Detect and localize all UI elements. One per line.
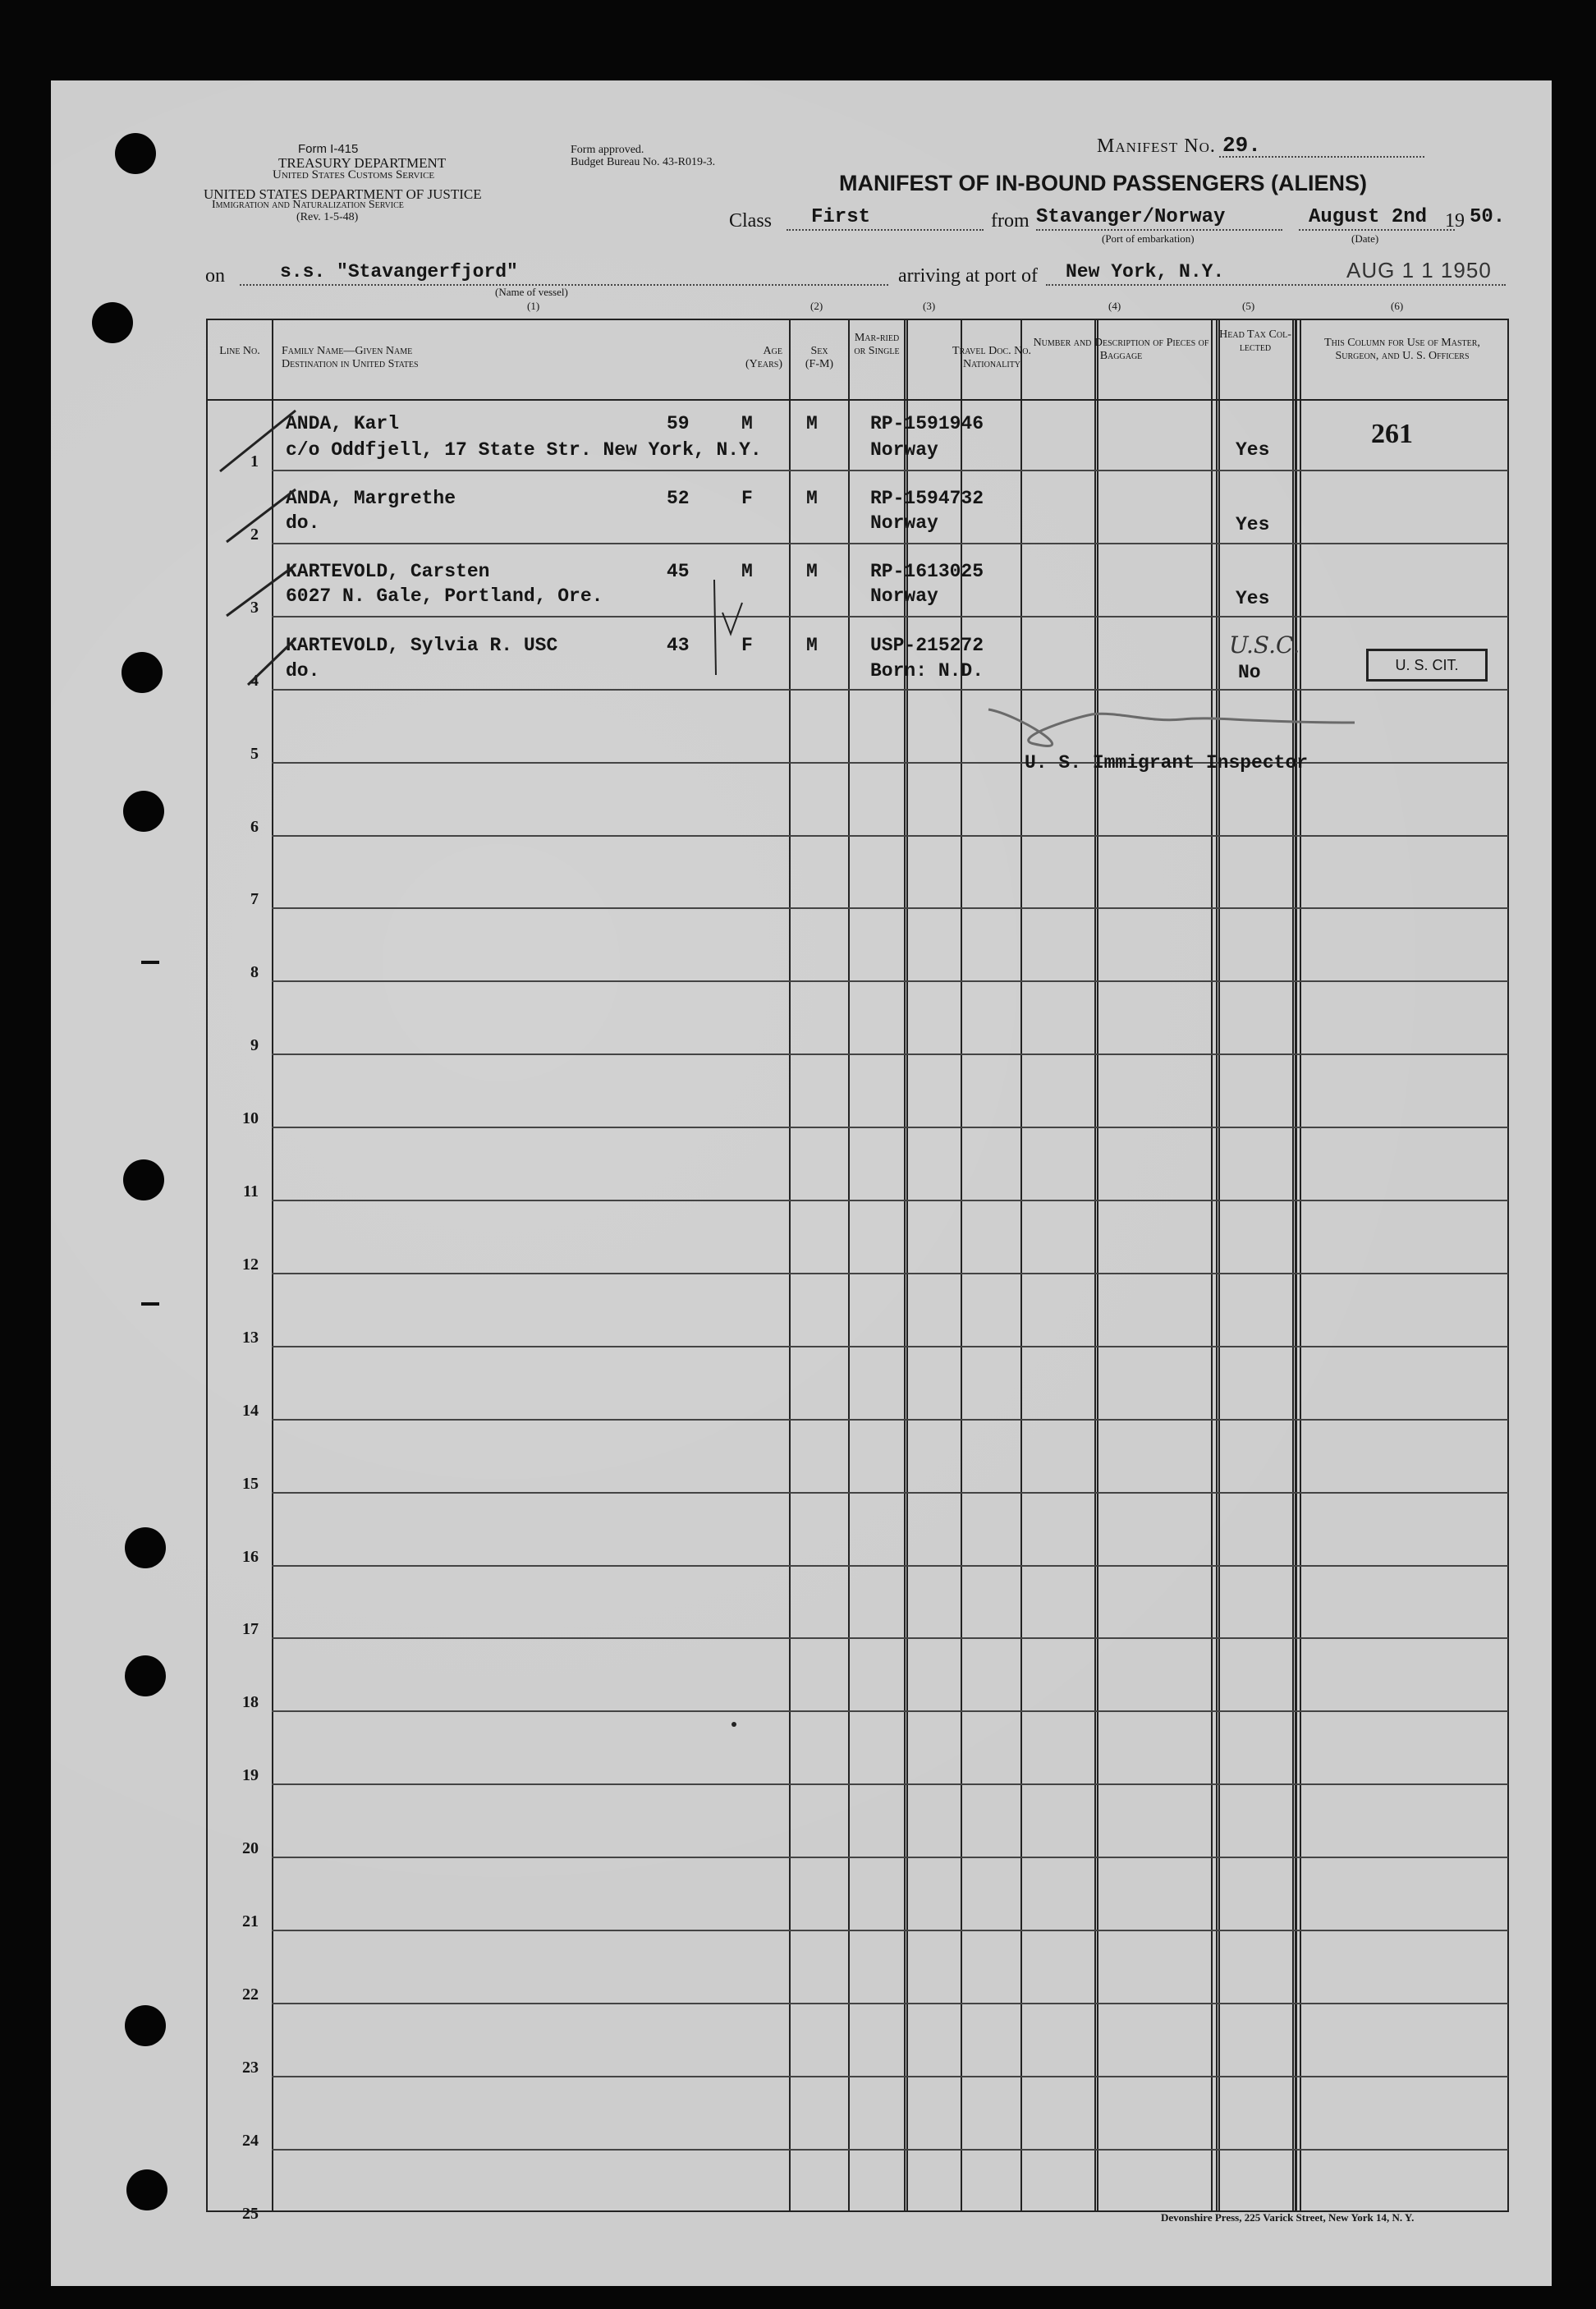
department-of-justice: UNITED STATES DEPARTMENT OF JUSTICE	[204, 186, 482, 202]
passenger-sex: F	[741, 635, 753, 656]
col-destination: Destination in United States	[282, 358, 419, 370]
year-value: 50.	[1470, 206, 1506, 228]
officer-number: 261	[1371, 419, 1413, 449]
passenger-sex: M	[741, 561, 753, 582]
line-number: 19	[242, 1766, 259, 1785]
col-age-sub: (Years)	[745, 358, 782, 370]
passenger-age: 52	[667, 488, 690, 509]
line-number: 21	[242, 1912, 259, 1930]
passenger-married: M	[806, 561, 818, 582]
col-sex-sub: (F-M)	[805, 358, 834, 370]
line-number: 4	[250, 671, 259, 690]
passenger-destination: c/o Oddfjell, 17 State Str. New York, N.Y.	[286, 439, 762, 461]
passenger-married: M	[806, 635, 818, 656]
col-head-tax: Head Tax Col-lected	[1219, 328, 1291, 355]
vessel-name: s.s. "Stavangerfjord"	[280, 261, 518, 282]
row-check-mark	[248, 639, 296, 685]
line-number: 20	[242, 1839, 259, 1858]
passenger-age: 59	[667, 413, 690, 434]
passenger-name: KARTEVOLD, Sylvia R. USC	[286, 635, 558, 656]
passenger-nationality: Norway	[870, 439, 938, 461]
vessel-caption: (Name of vessel)	[495, 286, 568, 298]
passenger-name: ANDA, Margrethe	[286, 488, 456, 509]
tally-mark	[714, 580, 716, 675]
class-label: Class	[729, 210, 773, 232]
passenger-doc: USP-215272	[870, 635, 984, 656]
arrival-date-stamp: AUG 1 1 1950	[1346, 258, 1492, 282]
line-number: 1	[250, 452, 259, 471]
passenger-name: KARTEVOLD, Carsten	[286, 561, 490, 582]
form-number: Form I-415	[298, 142, 359, 156]
arriving-label: arriving at port of	[898, 265, 1038, 287]
col-num-1: (1)	[527, 300, 540, 312]
col-line-no: Line No.	[219, 345, 260, 357]
signature-caption: U. S. Immigrant Inspector	[1025, 752, 1309, 773]
line-number: 14	[242, 1401, 259, 1420]
col-sex: Sex	[810, 345, 828, 357]
passenger-married: M	[806, 413, 818, 434]
inspector-signature	[988, 709, 1355, 746]
class-value: First	[811, 206, 871, 228]
year-prefix: 19	[1445, 210, 1465, 232]
treasury-department: TREASURY DEPARTMENT	[278, 155, 447, 171]
date-caption: (Date)	[1351, 232, 1379, 245]
line-number: 25	[242, 2204, 259, 2223]
line-number: 8	[250, 963, 259, 982]
from-value: Stavanger/Norway	[1036, 206, 1226, 228]
passenger-nationality: Born: N.D.	[870, 660, 984, 682]
passenger-age: 45	[667, 561, 690, 582]
line-number: 18	[242, 1693, 259, 1712]
passenger-nationality: Norway	[870, 585, 938, 607]
revision: (Rev. 1-5-48)	[296, 211, 359, 223]
customs-service: United States Customs Service	[273, 168, 435, 181]
passenger-sex: M	[741, 413, 753, 434]
head-tax-note: U.S.C.	[1229, 631, 1300, 659]
passenger-age: 43	[667, 635, 690, 656]
line-number: 5	[250, 744, 259, 763]
page-title: MANIFEST OF IN-BOUND PASSENGERS (ALIENS)	[839, 171, 1368, 195]
ins-service: Immigration and Naturalization Service	[212, 199, 404, 211]
line-number: 12	[242, 1255, 259, 1274]
passenger-doc: RP-1594732	[870, 488, 984, 509]
tally-mark	[722, 603, 742, 634]
line-number: 15	[242, 1474, 259, 1493]
col-baggage: Number and Description of Pieces of Baggage	[1033, 337, 1209, 363]
line-number: 9	[250, 1036, 259, 1055]
from-label: from	[991, 210, 1030, 232]
arriving-port: New York, N.Y.	[1066, 261, 1225, 282]
passenger-head-tax: No	[1238, 662, 1261, 683]
line-number: 13	[242, 1328, 259, 1347]
passenger-doc: RP-1613025	[870, 561, 984, 582]
col-nationality: Nationality	[962, 358, 1021, 370]
line-number: 3	[250, 598, 259, 617]
col-travel-doc: Travel Doc. No.	[952, 345, 1031, 357]
line-number: 11	[243, 1182, 259, 1200]
line-number: 6	[250, 817, 259, 836]
col-num-4: (4)	[1108, 300, 1121, 312]
form-approved: Form approved.	[571, 144, 644, 156]
col-num-2: (2)	[810, 300, 823, 312]
row-check-mark	[227, 489, 296, 542]
passenger-head-tax: Yes	[1236, 514, 1270, 535]
line-number: 2	[250, 525, 259, 544]
passenger-doc: RP-1591946	[870, 413, 984, 434]
line-number: 10	[242, 1109, 259, 1128]
line-number: 17	[242, 1620, 259, 1639]
passenger-destination: do.	[286, 512, 320, 534]
col-num-5: (5)	[1242, 300, 1255, 312]
passenger-destination: 6027 N. Gale, Portland, Ore.	[286, 585, 603, 607]
on-label: on	[205, 265, 225, 287]
manifest-number: 29.	[1222, 133, 1261, 158]
passenger-head-tax: Yes	[1236, 588, 1270, 609]
row-check-mark	[227, 565, 296, 616]
budget-bureau: Budget Bureau No. 43-R019-3.	[571, 156, 716, 168]
line-number: 23	[242, 2058, 259, 2077]
col-name: Family Name—Given Name	[282, 345, 413, 357]
passenger-sex: F	[741, 488, 753, 509]
us-citizen-stamp: U. S. CIT.	[1366, 649, 1488, 682]
passenger-married: M	[806, 488, 818, 509]
col-num-6: (6)	[1391, 300, 1404, 312]
col-married: Mar-ried or Single	[854, 332, 900, 358]
printer-footer: Devonshire Press, 225 Varick Street, New York 14, N. Y.	[1161, 2211, 1415, 2224]
manifest-label: Manifest No.	[1097, 135, 1216, 157]
ink-dot	[732, 1722, 736, 1727]
passenger-head-tax: Yes	[1236, 439, 1270, 461]
date-value: August 2nd	[1309, 206, 1428, 228]
col-num-3: (3)	[923, 300, 936, 312]
line-number: 7	[250, 890, 259, 909]
row-check-mark	[220, 411, 296, 471]
passenger-nationality: Norway	[870, 512, 938, 534]
col-officers: This Column for Use of Master, Surgeon, and U. S. Officers	[1324, 337, 1480, 363]
line-number: 22	[242, 1985, 259, 2004]
col-age: Age	[763, 345, 782, 357]
passenger-name: ANDA, Karl	[286, 413, 400, 434]
line-number: 16	[242, 1547, 259, 1566]
line-number: 24	[242, 2131, 259, 2150]
port-caption: (Port of embarkation)	[1102, 232, 1195, 245]
passenger-destination: do.	[286, 660, 320, 682]
